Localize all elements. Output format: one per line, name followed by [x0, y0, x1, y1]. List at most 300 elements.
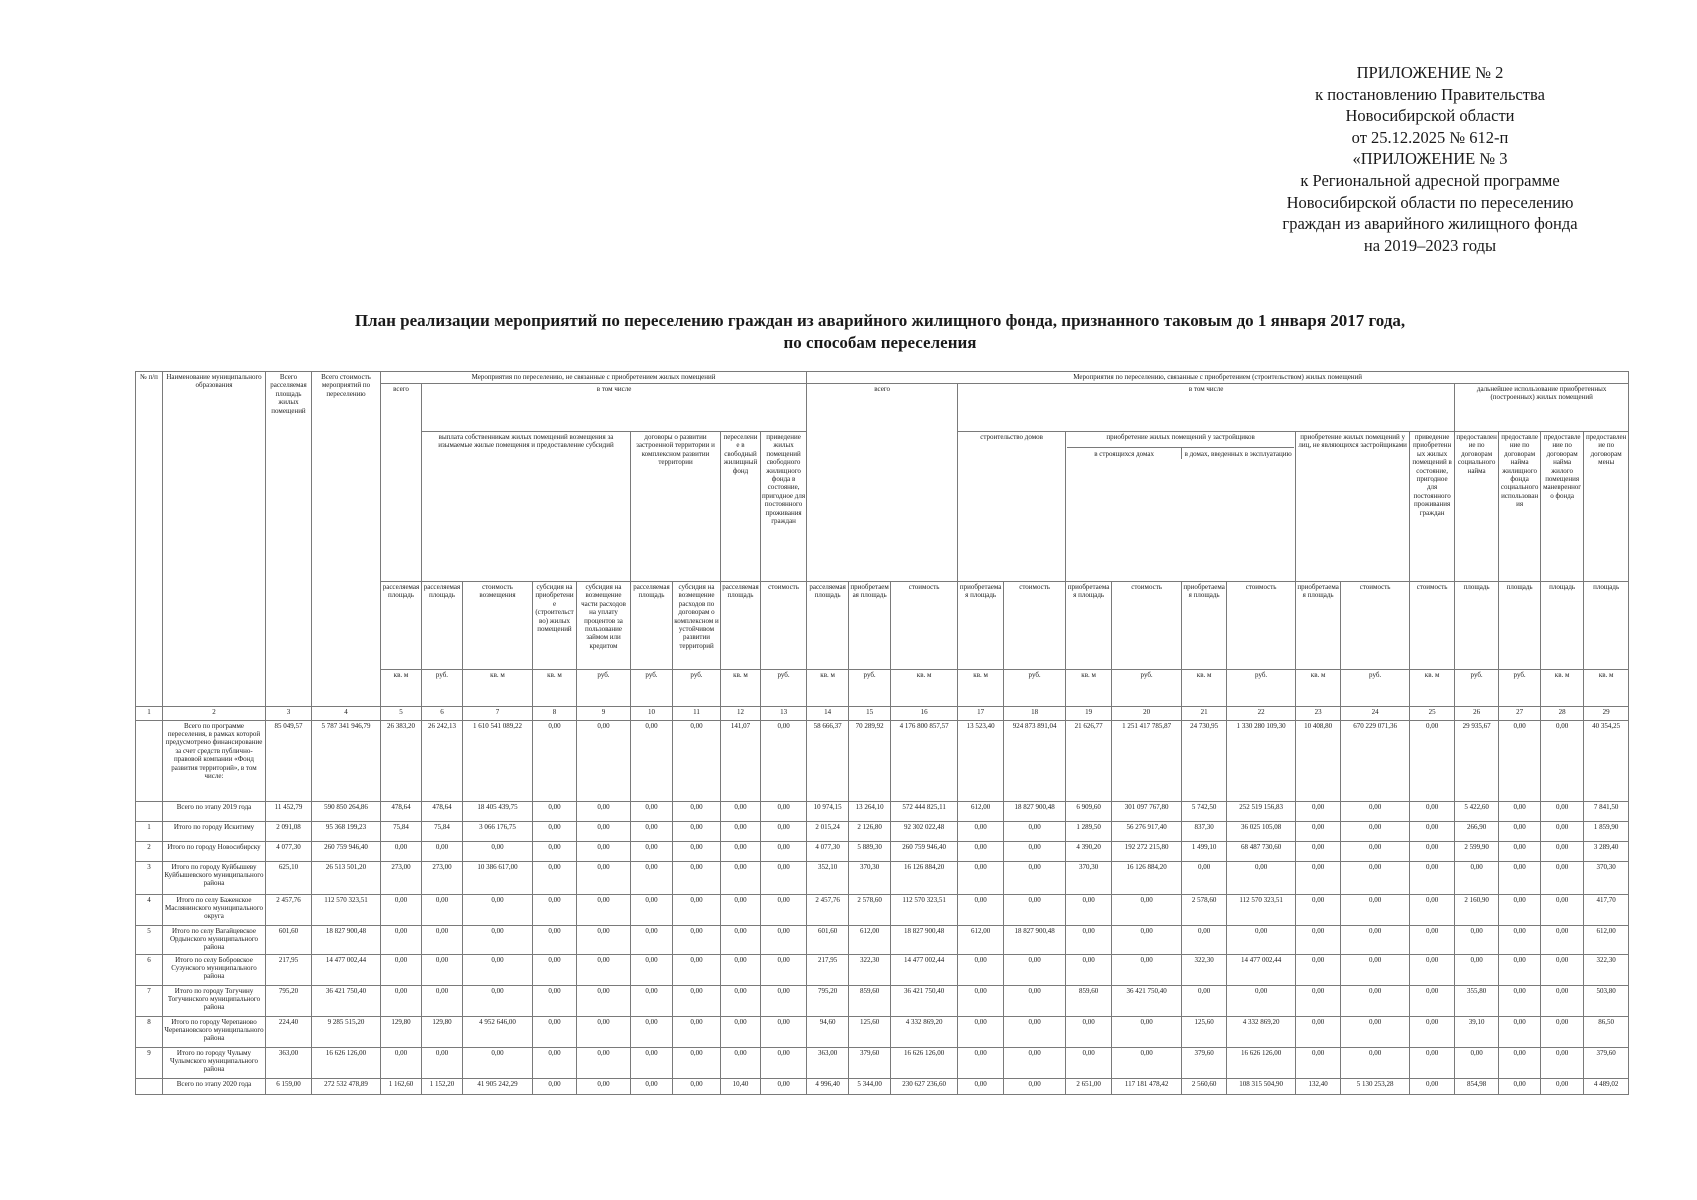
table-cell: 352,10 [807, 861, 849, 894]
table-cell: 5 889,30 [849, 841, 891, 861]
unit-cell: руб. [1341, 670, 1410, 707]
table-cell: 0,00 [673, 801, 721, 821]
table-cell: 40 354,25 [1584, 720, 1629, 801]
table-cell: 601,60 [807, 925, 849, 954]
table-cell: 217,95 [807, 954, 849, 985]
subheader-resettled-area: расселяемая площадь [807, 582, 849, 670]
table-cell: 3 066 176,75 [463, 821, 533, 841]
table-cell: 273,00 [381, 861, 422, 894]
table-cell: 260 759 946,40 [312, 841, 381, 861]
table-cell: 0,00 [1499, 954, 1541, 985]
table-cell: 4 489,02 [1584, 1078, 1629, 1094]
table-cell: 36 421 750,40 [1112, 985, 1182, 1016]
table-cell: 0,00 [761, 720, 807, 801]
table-cell: 0,00 [577, 720, 631, 801]
header-non-developer-purchase: приобретение жилых помещений у лиц, не являющихся застройщиками [1296, 432, 1410, 582]
title-line-2: по способам переселения [783, 333, 977, 352]
unit-cell: руб. [1499, 670, 1541, 707]
table-cell: 217,95 [266, 954, 312, 985]
table-cell: 2 578,60 [1182, 894, 1227, 925]
unit-cell: кв. м [958, 670, 1004, 707]
table-cell: 0,00 [673, 861, 721, 894]
subheader-acquisition-subsidy: субсидия на приобретение (строительство) жилых помещений [533, 582, 577, 670]
header-num: № п/п [136, 372, 163, 707]
table-cell: 0,00 [761, 894, 807, 925]
table-cell: 13 523,40 [958, 720, 1004, 801]
table-cell: 0,00 [673, 894, 721, 925]
table-cell: 0,00 [1112, 1047, 1182, 1078]
table-cell: 0,00 [463, 1047, 533, 1078]
table-cell: 0,00 [673, 954, 721, 985]
table-cell: 0,00 [533, 861, 577, 894]
appendix-header [1240, 62, 1620, 256]
subheader-acquired-area: приобретаемая площадь [958, 582, 1004, 670]
table-cell: 0,00 [673, 925, 721, 954]
table-cell: 0,00 [577, 1078, 631, 1094]
table-cell: 0,00 [1004, 1078, 1066, 1094]
unit-cell: кв. м [463, 670, 533, 707]
table-cell: 18 827 900,48 [891, 925, 958, 954]
column-number-cell: 22 [1227, 706, 1296, 720]
table-cell: 0,00 [1499, 861, 1541, 894]
row-number-cell: 3 [136, 861, 163, 894]
column-number-cell: 15 [849, 706, 891, 720]
column-number-cell: 14 [807, 706, 849, 720]
table-cell: 0,00 [631, 821, 673, 841]
table-cell: 625,10 [266, 861, 312, 894]
table-cell: 0,00 [1541, 821, 1584, 841]
header-construction: строительство домов [958, 432, 1066, 582]
table-cell: 7 841,50 [1584, 801, 1629, 821]
table-cell: 1 859,90 [1584, 821, 1629, 841]
row-number-cell [136, 1078, 163, 1094]
unit-cell: кв. м [891, 670, 958, 707]
table-cell: 10,40 [721, 1078, 761, 1094]
table-cell: 0,00 [1499, 841, 1541, 861]
table-cell: 0,00 [577, 925, 631, 954]
column-number-cell: 7 [463, 706, 533, 720]
column-number-cell: 20 [1112, 706, 1182, 720]
table-cell: 0,00 [721, 925, 761, 954]
table-cell: 0,00 [381, 954, 422, 985]
table-cell: 5 742,50 [1182, 801, 1227, 821]
table-cell: 4 176 800 857,57 [891, 720, 958, 801]
table-cell: 0,00 [533, 801, 577, 821]
table-cell: 0,00 [1004, 861, 1066, 894]
table-cell: 141,07 [721, 720, 761, 801]
table-cell: 230 627 236,60 [891, 1078, 958, 1094]
table-cell: 18 827 900,48 [312, 925, 381, 954]
table-cell: 70 289,92 [849, 720, 891, 801]
table-cell: 0,00 [577, 1016, 631, 1047]
table-cell: 0,00 [533, 954, 577, 985]
table-cell: 0,00 [1004, 1016, 1066, 1047]
table-cell: 0,00 [1004, 821, 1066, 841]
subheader-development-subsidy: субсидия на возмещение расходов по договорам о комплексном и устойчивом развитии территорий [673, 582, 721, 670]
table-cell: 0,00 [463, 985, 533, 1016]
table-cell: 0,00 [577, 841, 631, 861]
table-cell: 572 444 825,11 [891, 801, 958, 821]
table-cell: 0,00 [577, 894, 631, 925]
table-cell: 125,60 [1182, 1016, 1227, 1047]
table-cell: 0,00 [1296, 1047, 1341, 1078]
table-cell: 0,00 [1182, 925, 1227, 954]
table-cell: 0,00 [721, 985, 761, 1016]
table-cell: 0,00 [1499, 894, 1541, 925]
table-cell: 379,60 [849, 1047, 891, 1078]
table-cell: 5 787 341 946,79 [312, 720, 381, 801]
table-cell: 0,00 [381, 894, 422, 925]
header-including-b: в том числе [958, 384, 1455, 432]
table-cell: 0,00 [1499, 1047, 1541, 1078]
table-cell: 0,00 [958, 821, 1004, 841]
subheader-cost: стоимость [891, 582, 958, 670]
unit-cell: руб. [849, 670, 891, 707]
table-cell: 0,00 [1066, 925, 1112, 954]
subheader-resettled-area: расселяемая площадь [721, 582, 761, 670]
column-number-cell: 1 [136, 706, 163, 720]
unit-cell: кв. м [721, 670, 761, 707]
row-name-cell: Итого по городу Искитиму [163, 821, 266, 841]
table-cell: 1 330 280 109,30 [1227, 720, 1296, 801]
table-cell: 0,00 [1296, 861, 1341, 894]
table-cell: 0,00 [533, 894, 577, 925]
appendix-line: от 25.12.2025 № 612-п [1351, 127, 1509, 147]
subheader-resettled-area: расселяемая площадь [381, 582, 422, 670]
table-cell: 0,00 [761, 985, 807, 1016]
table-cell: 6 909,60 [1066, 801, 1112, 821]
table-cell: 0,00 [673, 985, 721, 1016]
column-number-cell: 3 [266, 706, 312, 720]
table-cell: 56 276 917,40 [1112, 821, 1182, 841]
table-cell: 0,00 [1455, 861, 1499, 894]
table-cell: 0,00 [1455, 1047, 1499, 1078]
table-cell: 0,00 [631, 1078, 673, 1094]
column-number-cell: 28 [1541, 706, 1584, 720]
row-number-cell: 4 [136, 894, 163, 925]
unit-cell: кв. м [381, 670, 422, 707]
row-name-cell: Всего по программе переселения, в рамках которой предусмотрено финансирование за счет средств публично-правовой компании «Фонд развития территорий», в том числе: [163, 720, 266, 801]
table-cell: 68 487 730,60 [1227, 841, 1296, 861]
table-cell: 0,00 [958, 861, 1004, 894]
table-cell: 0,00 [1182, 985, 1227, 1016]
table-cell: 795,20 [266, 985, 312, 1016]
table-cell: 129,80 [381, 1016, 422, 1047]
table-cell: 0,00 [958, 1078, 1004, 1094]
table-cell: 112 570 323,51 [312, 894, 381, 925]
table-cell: 14 477 002,44 [312, 954, 381, 985]
table-cell: 192 272 215,80 [1112, 841, 1182, 861]
table-cell: 18 405 439,75 [463, 801, 533, 821]
table-cell: 6 159,00 [266, 1078, 312, 1094]
table-cell: 0,00 [533, 841, 577, 861]
table-cell: 0,00 [631, 985, 673, 1016]
table-cell: 0,00 [533, 1047, 577, 1078]
column-number-cell: 5 [381, 706, 422, 720]
table-cell: 0,00 [1296, 801, 1341, 821]
table-cell: 0,00 [533, 821, 577, 841]
table-cell: 0,00 [1410, 954, 1455, 985]
table-cell: 0,00 [958, 1047, 1004, 1078]
table-cell: 2 015,24 [807, 821, 849, 841]
table-cell: 1 610 541 089,22 [463, 720, 533, 801]
table-cell: 4 952 646,00 [463, 1016, 533, 1047]
table-cell: 132,40 [1296, 1078, 1341, 1094]
table-cell: 0,00 [1004, 841, 1066, 861]
column-number-cell: 16 [891, 706, 958, 720]
table-cell: 2 651,00 [1066, 1078, 1112, 1094]
header-under-construction: в строящихся домах [1067, 448, 1182, 458]
table-cell: 0,00 [577, 954, 631, 985]
table-cell: 0,00 [1410, 894, 1455, 925]
table-cell: 36 025 105,08 [1227, 821, 1296, 841]
unit-cell: кв. м [807, 670, 849, 707]
table-cell: 0,00 [1066, 1016, 1112, 1047]
unit-cell: кв. м [1410, 670, 1455, 707]
table-cell: 0,00 [958, 841, 1004, 861]
table-cell: 5 130 253,28 [1341, 1078, 1410, 1094]
appendix-line: на 2019–2023 годы [1363, 235, 1497, 255]
table-cell: 266,90 [1455, 821, 1499, 841]
table-cell: 0,00 [422, 985, 463, 1016]
subheader-acquired-area: приобретаемая площадь [1182, 582, 1227, 670]
table-cell: 39,10 [1455, 1016, 1499, 1047]
column-number-cell: 13 [761, 706, 807, 720]
table-cell: 0,00 [1541, 894, 1584, 925]
table-cell: 0,00 [721, 861, 761, 894]
table-cell: 0,00 [533, 985, 577, 1016]
row-number-cell [136, 720, 163, 801]
table-cell: 0,00 [1455, 925, 1499, 954]
table-cell: 0,00 [761, 821, 807, 841]
header-developer-purchase-label: приобретение жилых помещений у застройщиков [1106, 433, 1255, 441]
header-development: договоры о развитии застроенной территории и комплексном развитии территории [631, 432, 721, 582]
table-cell: 0,00 [1004, 894, 1066, 925]
table-cell: 0,00 [1541, 861, 1584, 894]
row-name-cell: Всего по этапу 2019 года [163, 801, 266, 821]
column-number-cell: 26 [1455, 706, 1499, 720]
header-developer-purchase [1066, 432, 1296, 582]
table-cell: 0,00 [1296, 821, 1341, 841]
header-group-non-acquisition: Мероприятия по переселению, не связанные с приобретением жилых помещений [381, 372, 807, 384]
unit-cell: руб. [1227, 670, 1296, 707]
row-number-cell: 9 [136, 1047, 163, 1078]
table-cell: 16 626 126,00 [1227, 1047, 1296, 1078]
table-cell: 0,00 [631, 720, 673, 801]
table-cell: 0,00 [721, 1016, 761, 1047]
subheader-area: площадь [1584, 582, 1629, 670]
table-cell: 0,00 [761, 925, 807, 954]
table-row [136, 985, 1629, 1016]
table-cell: 0,00 [1004, 1047, 1066, 1078]
row-number-cell: 6 [136, 954, 163, 985]
table-cell: 0,00 [1541, 1078, 1584, 1094]
row-name-cell: Итого по городу Чулыму Чулымского муниципального района [163, 1047, 266, 1078]
table-cell: 301 097 767,80 [1112, 801, 1182, 821]
table-cell: 0,00 [631, 1047, 673, 1078]
table-cell: 0,00 [673, 1078, 721, 1094]
table-cell: 0,00 [1410, 1047, 1455, 1078]
table-cell: 0,00 [1410, 720, 1455, 801]
table-cell: 10 386 617,00 [463, 861, 533, 894]
row-number-cell: 8 [136, 1016, 163, 1047]
table-cell: 0,00 [381, 985, 422, 1016]
column-number-cell: 4 [312, 706, 381, 720]
table-cell: 370,30 [849, 861, 891, 894]
subheader-acquired-area: приобретаемая площадь [849, 582, 891, 670]
table-cell: 18 827 900,48 [1004, 925, 1066, 954]
table-cell: 0,00 [422, 925, 463, 954]
appendix-line: Новосибирской области по переселению [1286, 192, 1574, 212]
table-cell: 0,00 [1341, 985, 1410, 1016]
table-cell: 0,00 [1499, 821, 1541, 841]
appendix-line: граждан из аварийного жилищного фонда [1282, 214, 1578, 234]
table-row [136, 841, 1629, 861]
table-cell: 0,00 [1499, 720, 1541, 801]
table-cell: 29 935,67 [1455, 720, 1499, 801]
table-cell: 0,00 [1455, 954, 1499, 985]
table-cell: 0,00 [958, 954, 1004, 985]
table-cell: 224,40 [266, 1016, 312, 1047]
table-cell: 0,00 [631, 801, 673, 821]
table-cell: 0,00 [1341, 841, 1410, 861]
table-cell: 0,00 [1112, 925, 1182, 954]
table-cell: 0,00 [1341, 821, 1410, 841]
table-cell: 0,00 [631, 894, 673, 925]
table-cell: 0,00 [422, 1047, 463, 1078]
table-cell: 0,00 [381, 925, 422, 954]
table-cell: 0,00 [1499, 1016, 1541, 1047]
table-cell: 1 289,50 [1066, 821, 1112, 841]
table-cell: 0,00 [1410, 861, 1455, 894]
table-cell: 0,00 [1499, 985, 1541, 1016]
table-cell: 0,00 [422, 894, 463, 925]
table-cell: 1 152,20 [422, 1078, 463, 1094]
table-cell: 859,60 [849, 985, 891, 1016]
unit-cell: руб. [761, 670, 807, 707]
table-cell: 26 513 501,20 [312, 861, 381, 894]
table-cell: 0,00 [577, 801, 631, 821]
table-cell: 129,80 [422, 1016, 463, 1047]
appendix-line: «ПРИЛОЖЕНИЕ № 3 [1352, 149, 1508, 169]
row-name-cell: Итого по городу Куйбышеву Куйбышевского муниципального района [163, 861, 266, 894]
table-row [136, 821, 1629, 841]
table-cell: 0,00 [1296, 985, 1341, 1016]
table-cell: 112 570 323,51 [891, 894, 958, 925]
subheader-cost: стоимость [1004, 582, 1066, 670]
table-cell: 0,00 [1112, 1016, 1182, 1047]
table-cell: 4 332 869,20 [891, 1016, 958, 1047]
table-cell: 4 390,20 [1066, 841, 1112, 861]
table-cell: 14 477 002,44 [1227, 954, 1296, 985]
table-cell: 260 759 946,40 [891, 841, 958, 861]
table-cell: 590 850 264,86 [312, 801, 381, 821]
table-cell: 16 126 884,20 [891, 861, 958, 894]
header-total-cost: Всего стоимость мероприятий по переселению [312, 372, 381, 707]
table-cell: 0,00 [533, 720, 577, 801]
table-cell: 0,00 [463, 925, 533, 954]
table-cell: 854,98 [1455, 1078, 1499, 1094]
table-cell: 0,00 [1410, 1078, 1455, 1094]
column-number-cell: 11 [673, 706, 721, 720]
table-cell: 2 160,90 [1455, 894, 1499, 925]
table-cell: 478,64 [381, 801, 422, 821]
table-cell: 355,80 [1455, 985, 1499, 1016]
table-cell: 370,30 [1584, 861, 1629, 894]
row-name-cell: Итого по селу Бобровское Сузунского муниципального района [163, 954, 266, 985]
appendix-line: к постановлению Правительства [1315, 84, 1545, 104]
column-number-cell: 25 [1410, 706, 1455, 720]
subheader-cost: стоимость [1410, 582, 1455, 670]
table-cell: 1 162,60 [381, 1078, 422, 1094]
table-cell: 4 077,30 [266, 841, 312, 861]
table-cell: 0,00 [422, 841, 463, 861]
table-cell: 0,00 [761, 1047, 807, 1078]
table-cell: 2 560,60 [1182, 1078, 1227, 1094]
table-cell: 0,00 [631, 861, 673, 894]
table-cell: 0,00 [381, 1047, 422, 1078]
column-number-cell: 12 [721, 706, 761, 720]
table-cell: 0,00 [1296, 841, 1341, 861]
table-cell: 2 457,76 [807, 894, 849, 925]
table-cell: 3 289,40 [1584, 841, 1629, 861]
header-all-b: всего [807, 384, 958, 582]
header-total-area: Всего расселяемая площадь жилых помещений [266, 372, 312, 707]
table-cell: 4 077,30 [807, 841, 849, 861]
column-number-cell: 24 [1341, 706, 1410, 720]
subheader-compensation-cost: стоимость возмещения [463, 582, 533, 670]
table-cell: 363,00 [807, 1047, 849, 1078]
table-cell: 0,00 [1004, 985, 1066, 1016]
subheader-cost: стоимость [1227, 582, 1296, 670]
row-number-cell: 5 [136, 925, 163, 954]
table-cell: 0,00 [631, 841, 673, 861]
header-buyout: выплата собственникам жилых помещений возмещения за изымаемые жилые помещения и предоставление субсидий [422, 432, 631, 582]
table-cell: 13 264,10 [849, 801, 891, 821]
row-number-cell: 7 [136, 985, 163, 1016]
table-cell: 24 730,95 [1182, 720, 1227, 801]
table-cell: 85 049,57 [266, 720, 312, 801]
column-number-cell: 27 [1499, 706, 1541, 720]
table-cell: 1 251 417 785,87 [1112, 720, 1182, 801]
table-cell: 0,00 [1341, 1016, 1410, 1047]
table-cell: 0,00 [577, 1047, 631, 1078]
table-cell: 26 242,13 [422, 720, 463, 801]
table-cell: 0,00 [1341, 894, 1410, 925]
column-number-cell: 29 [1584, 706, 1629, 720]
subheader-interest-subsidy: субсидия на возмещение части расходов на уплату процентов за пользование займом или кредитом [577, 582, 631, 670]
table-row [136, 1078, 1629, 1094]
header-including: в том числе [422, 384, 807, 432]
row-name-cell: Итого по городу Новосибирску [163, 841, 266, 861]
column-number-cell: 17 [958, 706, 1004, 720]
table-cell: 379,60 [1182, 1047, 1227, 1078]
table-cell: 0,00 [721, 801, 761, 821]
table-cell: 0,00 [1296, 1016, 1341, 1047]
table-cell: 117 181 478,42 [1112, 1078, 1182, 1094]
table-cell: 0,00 [958, 1016, 1004, 1047]
table-cell: 0,00 [533, 925, 577, 954]
table-cell: 0,00 [422, 954, 463, 985]
unit-cell: руб. [422, 670, 463, 707]
header-all: всего [381, 384, 422, 582]
table-cell: 0,00 [463, 841, 533, 861]
unit-cell: кв. м [1182, 670, 1227, 707]
title-line-1: План реализации мероприятий по переселению граждан из аварийного жилищного фонда, признанного таковым до 1 января 2017 года, [354, 311, 1406, 330]
table-cell: 9 285 515,20 [312, 1016, 381, 1047]
row-number-cell [136, 801, 163, 821]
column-number-cell: 10 [631, 706, 673, 720]
